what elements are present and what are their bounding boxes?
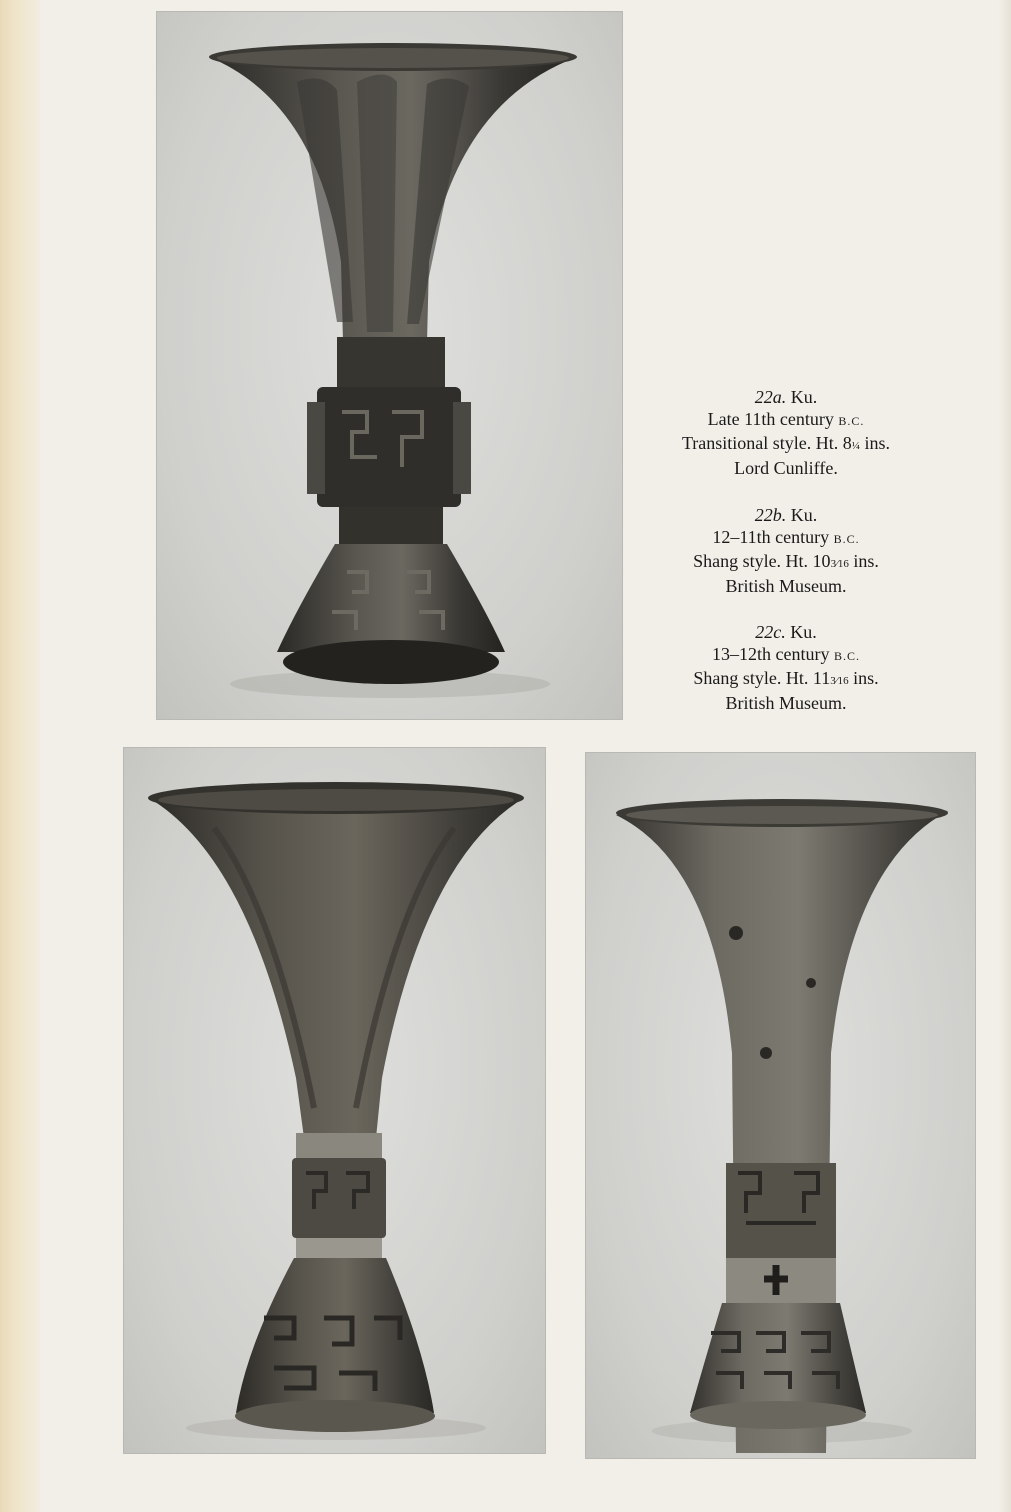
caption-22c <box>630 621 942 714</box>
caption-22a-title: 22a. Ku. <box>754 387 818 407</box>
ku-vessel-22b-image <box>124 748 545 1453</box>
caption-22b-title: 22b. Ku. <box>754 505 818 525</box>
caption-22a-collection: Lord Cunliffe. <box>734 458 838 478</box>
photo-plate-22a <box>157 12 622 719</box>
caption-22a-date: Late 11th century B.C. <box>707 409 865 429</box>
caption-22b-collection: British Museum. <box>725 576 847 596</box>
ku-vessel-22a-image <box>157 12 622 719</box>
caption-22c-style-height: Shang style. Ht. 113⁄16 ins. <box>693 668 879 688</box>
photo-plate-22c <box>586 753 975 1458</box>
ku-vessel-22c-image <box>586 753 975 1458</box>
caption-22a-style-height: Transitional style. Ht. 8¼ ins. <box>681 433 891 453</box>
book-gutter <box>0 0 40 1512</box>
photo-plate-22b <box>124 748 545 1453</box>
caption-22b-date: 12–11th century B.C. <box>712 527 860 547</box>
caption-22b-style-height: Shang style. Ht. 103⁄16 ins. <box>693 551 879 571</box>
caption-22c-title: 22c. Ku. <box>755 622 817 642</box>
page-edge <box>999 0 1011 1512</box>
caption-22c-date: 13–12th century B.C. <box>712 644 860 664</box>
caption-22a <box>630 386 942 479</box>
caption-22c-collection: British Museum. <box>725 693 847 713</box>
caption-22b <box>630 504 942 597</box>
